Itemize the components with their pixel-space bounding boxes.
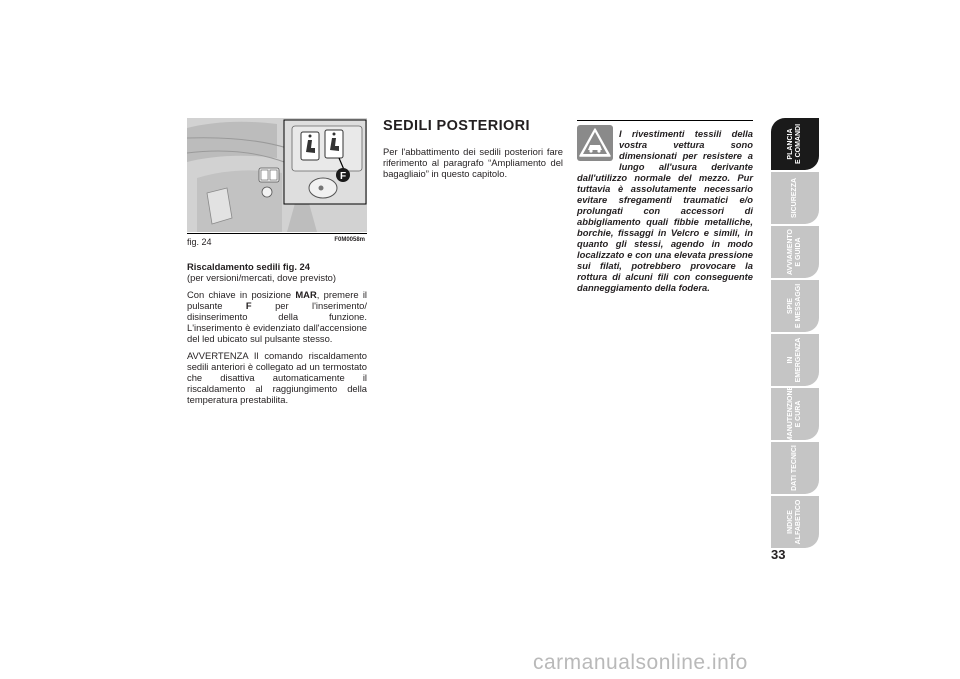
figure-callout-f: F xyxy=(339,171,347,182)
seat-heating-illustration xyxy=(187,118,367,232)
tab-avviamento-e-guida[interactable]: AVVIAMENTO E GUIDA xyxy=(771,226,819,278)
tab-in-emergenza[interactable]: IN EMERGENZA xyxy=(771,334,819,386)
tab-dati-tecnici[interactable]: DATI TECNICI xyxy=(771,442,819,494)
tab-sicurezza[interactable]: SICUREZZA xyxy=(771,172,819,224)
tab-indice-alfabetico[interactable]: INDICE ALFABETICO xyxy=(771,496,819,548)
paragraph-rear-seats: Per l'abbattimento dei sedili posteriori fare riferimento al paragrafo “Ampliamento del bagagliaio” in questo capitolo. xyxy=(383,146,563,179)
warning-rule xyxy=(577,120,753,121)
paragraph-warning-note: AVVERTENZA Il comando riscaldamento sedili anteriori è collegato ad un termostato che disattiva automaticamente il riscaldamento al raggiungimento della temperatura prestabilita. xyxy=(187,350,367,405)
middle-column xyxy=(383,146,563,179)
tab-manutenzione-e-cura[interactable]: MANUTENZIONE E CURA xyxy=(771,388,819,440)
figure-label: fig. 24 xyxy=(187,237,212,247)
page-number: 33 xyxy=(771,547,786,562)
section-heading: Riscaldamento sedili fig. 24 xyxy=(187,261,310,272)
left-column xyxy=(187,261,367,411)
watermark: carmanualsonline.info xyxy=(533,651,748,674)
figure-code: F0M0058m xyxy=(334,237,365,243)
figure-seat-heating-buttons xyxy=(187,118,367,232)
paragraph-heating-instructions: Con chiave in posizione MAR, premere il pulsante F per l'inserimento/ disinserimento della funzione. L'inserimento è evidenziato dall'accensione del led ubicato sul pulsante stesso. xyxy=(187,289,367,344)
warning-text: I rivestimenti tessili della vostra vettura sono dimensionati per resistere a lungo all'usura derivante dall'utilizzo normale del mezzo. Pur tuttavia è assolutamente necessario evitare sfregamenti traumatici e/o prolungati con accessori di abbigliamento quali fibbie metalliche, borchie, fissaggi in Velcro e simili, in quanto gli stessi, agendo in modo localizzato e con una elevata pressione sui filati, potrebbero provocare la rottura di alcuni fili con conseguente danneggiamento della fodera. xyxy=(577,128,753,293)
section-subheading: (per versioni/mercati, dove previsto) xyxy=(187,272,337,283)
tab-spie-e-messaggi[interactable]: SPIE E MESSAGGI xyxy=(771,280,819,332)
figure-caption xyxy=(187,233,367,248)
tab-plancia-e-comandi[interactable]: PLANCIA E COMANDI xyxy=(771,118,819,170)
section-title-rear-seats: SEDILI POSTERIORI xyxy=(383,118,530,134)
warning-text-block xyxy=(577,128,753,293)
